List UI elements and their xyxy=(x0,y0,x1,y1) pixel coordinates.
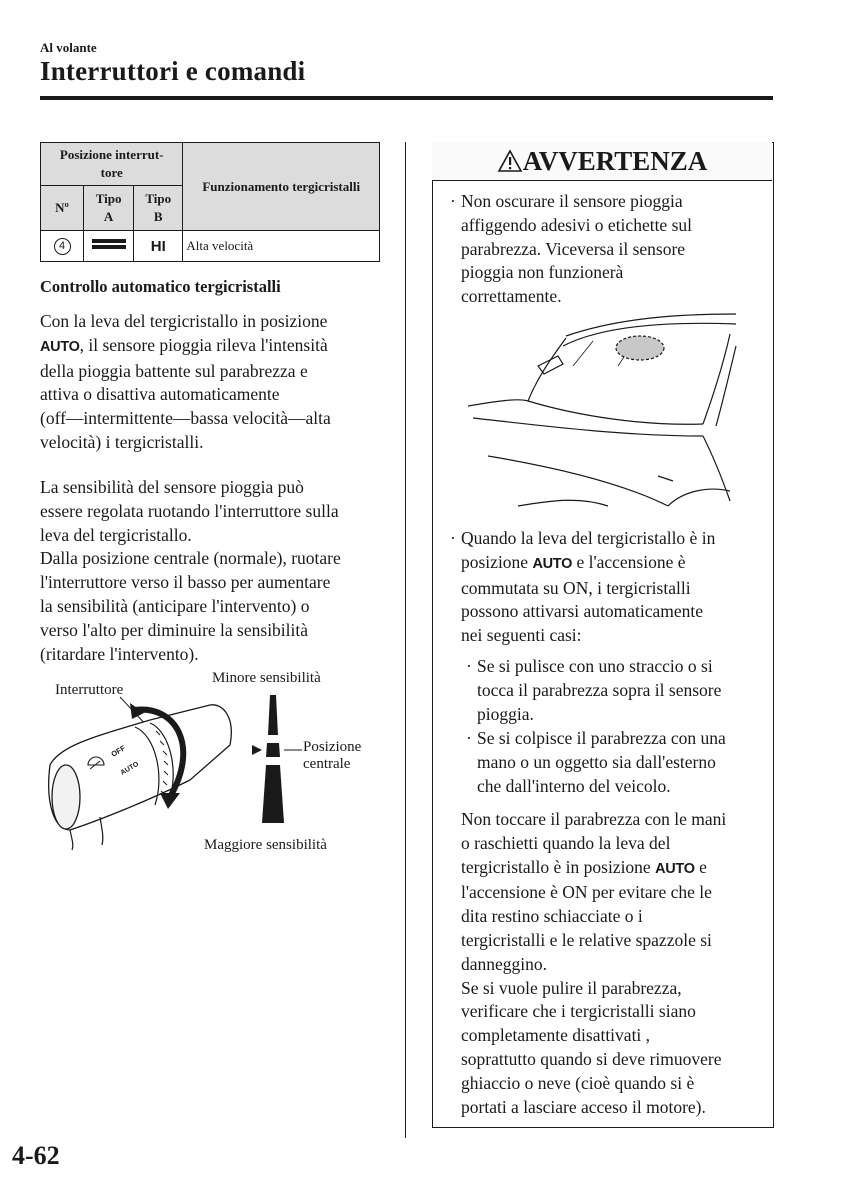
column-divider xyxy=(405,142,406,1138)
table-header-position-line2: tore xyxy=(100,165,123,180)
text-line: verificare che i tergicristalli siano xyxy=(461,1001,696,1022)
table-cell-no xyxy=(41,231,84,262)
section-label: Al volante xyxy=(40,40,97,55)
tipo-b-line1: Tipo xyxy=(145,191,172,206)
table-cell-function: Alta velocità xyxy=(183,231,380,262)
text-line: Se si colpisce il parabrezza con una xyxy=(477,728,726,748)
bullet-dot: · xyxy=(466,728,472,748)
text-line: Con la leva del tergicristallo in posizione xyxy=(40,311,328,331)
tipo-a-line2: A xyxy=(103,209,114,224)
text-line: completamente disattivati , xyxy=(461,1025,651,1046)
scale-center xyxy=(266,743,280,757)
text-line: La sensibilità del sensore pioggia può xyxy=(40,477,304,497)
paragraph-sensitivity xyxy=(40,476,385,666)
text-line: danneggino. xyxy=(461,953,548,974)
label-posizione-2: centrale xyxy=(303,756,351,772)
lever-auto-label: AUTO xyxy=(119,760,141,777)
text-fragment: e xyxy=(694,856,707,877)
wiper-lever-figure xyxy=(40,665,400,865)
text-line: affiggendo adesivi o etichette sul xyxy=(461,214,692,235)
text-line: Se si vuole pulire il parabrezza, xyxy=(461,977,682,998)
label-minore: Minore sensibilità xyxy=(212,670,321,686)
label-interruttore: Interruttore xyxy=(55,682,124,698)
text-line: tocca il parabrezza sopra il sensore xyxy=(477,679,722,700)
text-line: (off—intermittente—bassa velocità—alta xyxy=(40,408,331,429)
text-line: possono attivarsi automaticamente xyxy=(461,601,704,622)
text-line: Dalla posizione centrale (normale), ruotare xyxy=(40,548,341,569)
text-line: l'accensione è ON per evitare che le xyxy=(461,882,712,903)
text-line xyxy=(461,551,766,577)
tipo-a-line1: Tipo xyxy=(95,191,122,206)
text-line: l'interruttore verso il basso per aumentare xyxy=(40,572,331,593)
text-line: Quando la leva del tergicristallo è in xyxy=(461,528,716,548)
table-header-function: Funzionamento tergicristalli xyxy=(183,143,380,231)
warning-note xyxy=(461,808,767,1119)
text-line: attiva o disattiva automaticamente xyxy=(40,384,280,405)
auto-symbol: AUTO xyxy=(532,555,573,572)
warning-subbullet-1 xyxy=(466,655,766,726)
bullet-dot: · xyxy=(450,528,456,548)
wiper-position-table xyxy=(40,142,380,262)
windshield-illustration xyxy=(468,306,738,516)
text-line: leva del tergicristallo. xyxy=(40,524,192,545)
subheading: Controllo automatico tergicristalli xyxy=(40,277,281,296)
header-rule xyxy=(40,96,773,100)
text-fragment: posizione xyxy=(461,551,533,572)
table-cell-tipo-a xyxy=(84,231,134,262)
text-line: Non toccare il parabrezza con le mani xyxy=(461,809,727,829)
scale-upper xyxy=(268,695,278,735)
double-bar-icon xyxy=(92,238,126,250)
rain-sensor-highlight xyxy=(616,336,664,360)
warning-title xyxy=(432,142,772,180)
text-line: della pioggia battente sul parabrezza e xyxy=(40,360,308,381)
label-maggiore: Maggiore sensibilità xyxy=(204,837,327,853)
text-line: tergicristalli e le relative spazzole si xyxy=(461,929,712,950)
paragraph-auto-control xyxy=(40,310,385,455)
warning-subbullet-2 xyxy=(466,727,766,798)
table-row xyxy=(41,231,380,262)
bullet-dot: · xyxy=(466,656,472,676)
text-line: Se si pulisce con uno straccio o si xyxy=(477,656,713,676)
auto-symbol: AUTO xyxy=(40,338,80,355)
warning-bullet-1 xyxy=(450,190,760,309)
text-fragment: , il sensore pioggia rileva l'intensità xyxy=(79,334,328,355)
lever-off-label: OFF xyxy=(109,743,127,759)
text-line: la sensibilità (anticipare l'intervento) o xyxy=(40,595,310,616)
text-line: nei seguenti casi: xyxy=(461,625,582,646)
table-header-no: Nº xyxy=(41,186,84,231)
text-line: correttamente. xyxy=(461,286,562,307)
text-line: verso l'alto per diminuire la sensibilità xyxy=(40,619,309,640)
hi-label: HI xyxy=(150,237,166,255)
text-line xyxy=(40,334,385,360)
text-line: portati a lasciare acceso il motore). xyxy=(461,1096,706,1117)
text-line: parabrezza. Viceversa il sensore xyxy=(461,238,686,259)
warning-bullet-2 xyxy=(450,527,766,648)
text-line: pioggia non funzionerà xyxy=(461,262,624,283)
text-line xyxy=(461,856,767,882)
text-line: dita restino schiacciate o i xyxy=(461,906,643,927)
auto-symbol: AUTO xyxy=(655,860,695,877)
tipo-b-line2: B xyxy=(153,209,163,224)
label-posizione-1: Posizione xyxy=(303,739,362,755)
table-header-position-line1: Posizione interrut- xyxy=(59,147,164,162)
text-line: (ritardare l'intervento). xyxy=(40,643,199,664)
table-header-tipo-b xyxy=(134,186,183,231)
warning-title-text: AVVERTENZA xyxy=(522,146,708,176)
text-line: essere regolata ruotando l'interruttore sulla xyxy=(40,500,339,521)
page-title: Interruttori e comandi xyxy=(40,56,306,86)
text-line: mano o un oggetto sia dall'esterno xyxy=(477,751,716,772)
circled-number: 4 xyxy=(54,238,71,255)
table-header-tipo-a xyxy=(84,186,134,231)
text-fragment: e l'accensione è xyxy=(572,551,686,572)
text-line: commutata su ON, i tergicristalli xyxy=(461,577,691,598)
text-line: che dall'interno del veicolo. xyxy=(477,775,671,796)
table-cell-tipo-b xyxy=(134,231,183,262)
bullet-dot: · xyxy=(450,191,456,211)
warning-triangle-icon xyxy=(497,149,523,173)
page-number: 4-62 xyxy=(12,1141,60,1170)
text-line: soprattutto quando si deve rimuovere xyxy=(461,1048,722,1069)
text-line: o raschietti quando la leva del xyxy=(461,832,671,853)
text-fragment: tergicristallo è in posizione xyxy=(461,856,656,877)
text-line: Non oscurare il sensore pioggia xyxy=(461,191,683,211)
text-line: velocità) i tergicristalli. xyxy=(40,431,204,452)
pointer-triangle-icon xyxy=(252,745,262,755)
scale-lower xyxy=(262,765,284,823)
text-line: pioggia. xyxy=(477,703,534,724)
table-header-position xyxy=(41,143,183,186)
text-line: ghiaccio o neve (cioè quando si è xyxy=(461,1072,695,1093)
